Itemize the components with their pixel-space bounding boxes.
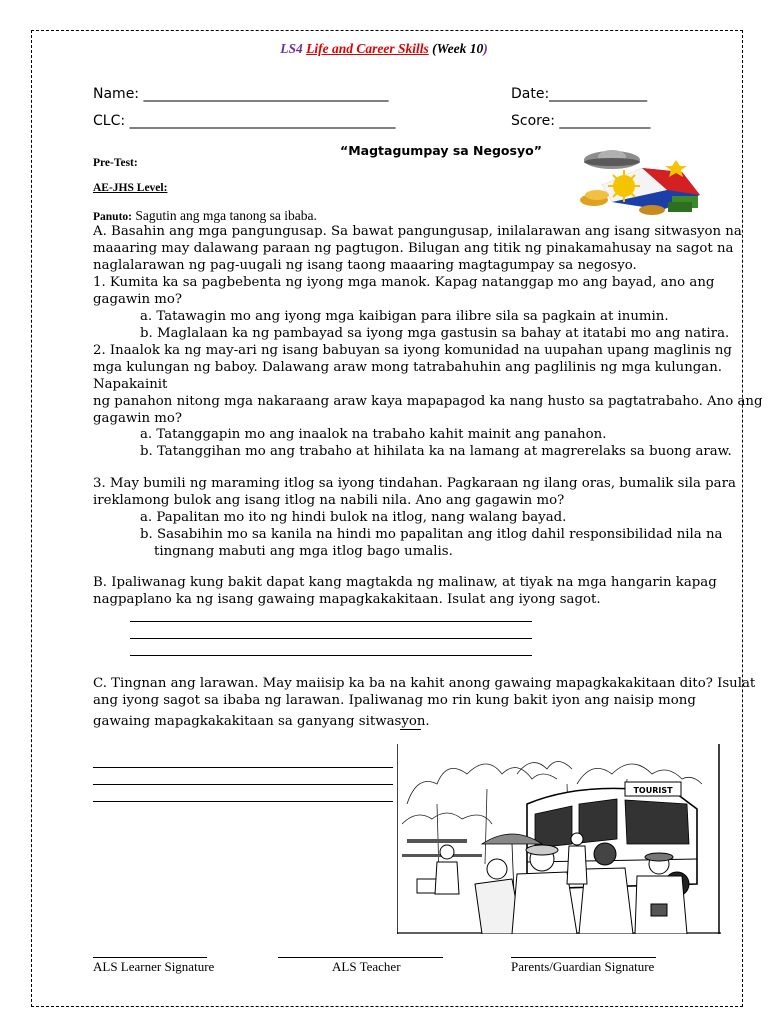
section-c-line: C. Tingnan ang larawan. May maiisip ka ba na kahit anong gawaing mapagkakakitaan dito? Isulat — [93, 676, 756, 691]
panuto-label: Panuto: — [93, 211, 132, 223]
q3-option-b-cont: tingnang mabuti ang mga itlog bago umalis. — [154, 543, 453, 559]
answer-line-c3[interactable] — [93, 801, 393, 802]
question-3 — [93, 476, 736, 510]
question-2-line: ng panahon nitong mga nakaraang araw kaya mapapagod ka nang husto sa pagtatrabaho. Ano ang — [93, 393, 763, 409]
section-a — [93, 224, 742, 309]
answer-line-b1[interactable] — [130, 621, 532, 622]
q3-option-a[interactable]: a. Papalitan mo ito ng hindi bulok na itlog, nang walang bayad. — [140, 510, 567, 525]
section-a-line: naglalarawan ng pag-uugali ng isang taong maaaring magtagumpay sa negosyo. — [93, 257, 637, 273]
q2-options — [140, 427, 732, 461]
question-1: gagawin mo? — [93, 291, 183, 307]
name-field[interactable]: Name: ___________________________________ — [93, 86, 389, 102]
learner-signature-line[interactable] — [93, 957, 207, 958]
section-b — [93, 575, 717, 609]
question-3-line: ireklamong bulok ang isang itlog na nabili nila. Ano ang gagawin mo? — [93, 492, 565, 508]
q1-option-a[interactable]: a. Tatawagin mo ang iyong mga kaibigan para ilibre sila sa pagkain at inumin. — [140, 309, 669, 324]
panuto-text: Sagutin ang mga tanong sa ibaba. — [131, 208, 317, 223]
pretest-label: Pre-Test: — [93, 157, 138, 169]
section-b-line: nagpaplano ka ng isang gawaing mapagkakakitaan. Isulat ang iyong sagot. — [93, 591, 601, 607]
parent-signature-line[interactable] — [511, 957, 656, 958]
q1-options — [140, 309, 729, 343]
clc-field[interactable]: CLC: ______________________________________ — [93, 113, 396, 129]
question-2 — [93, 343, 762, 428]
worksheet-header — [0, 41, 768, 57]
parent-signature-label: Parents/Guardian Signature — [511, 959, 655, 974]
question-2-line: gagawin mo? — [93, 410, 183, 426]
answer-line-b3[interactable] — [130, 655, 532, 656]
week-close: ) — [483, 41, 488, 56]
learner-signature-label: ALS Learner Signature — [93, 959, 215, 974]
filipino-hat-flag-coins-icon — [572, 140, 708, 220]
section-c-line: ang iyong sagot sa ibaba ng larawan. Ipaliwanag mo rin kung bakit iyon ang naisip mong — [93, 692, 696, 708]
section-b-line: B. Ipaliwanag kung bakit dapat kang magtakda ng malinaw, at tiyak na mga hangarin kapag — [93, 575, 717, 590]
answer-line-c2[interactable] — [93, 784, 393, 785]
teacher-signature-label: ALS Teacher — [332, 959, 401, 974]
section-c-last-text: gawaing mapagkakakitaan sa ganyang sitwasyon. — [93, 714, 430, 729]
section-c — [93, 676, 755, 710]
q1-option-b[interactable]: b. Maglalaan ka ng pambayad sa iyong mga gastusin sa bahay at itatabi mo ang natira. — [140, 325, 730, 341]
answer-line-c1[interactable] — [93, 767, 393, 768]
question-1: 1. Kumita ka sa pagbebenta ng iyong mga manok. Kapag natanggap mo ang bayad, ano ang — [93, 274, 715, 290]
section-c-last — [93, 714, 430, 731]
date-field[interactable]: Date:______________ — [511, 86, 648, 102]
short-blank[interactable] — [400, 729, 421, 730]
subject-title: Life and Career Skills — [306, 41, 429, 56]
question-2-line: Napakainit — [93, 376, 168, 392]
week-label: (Week 10 — [432, 41, 484, 56]
q2-option-b[interactable]: b. Tatanggihan mo ang trabaho at hihilata ka na lamang at magrerelaks sa buong araw. — [140, 443, 732, 459]
question-2-line: 2. Inaalok ka ng may-ari ng isang babuyan sa iyong komunidad na uupahan upang maglinis ng — [93, 343, 732, 358]
bus-sign: TOURIST — [633, 786, 673, 795]
section-a-line: maaaring may dalawang paraan ng pagtugon. Bilugan ang titik ng pinakamahusay na sagot na — [93, 240, 734, 256]
q3-options — [140, 510, 722, 561]
score-field[interactable]: Score: _____________ — [511, 113, 651, 129]
instructions — [93, 208, 317, 224]
answer-line-b2[interactable] — [130, 638, 532, 639]
tourist-bus-scene-icon — [397, 744, 721, 934]
question-3-line: 3. May bumili ng maraming itlog sa iyong tindahan. Pagkaraan ng ilang oras, bumalik sila para — [93, 476, 736, 491]
question-2-line: mga kulungan ng baboy. Dalawang araw mong tatrabahuhin ang paglilinis ng mga kulungan. — [93, 359, 723, 375]
q3-option-b[interactable]: b. Sasabihin mo sa kanila na hindi mo papalitan ang itlog dahil responsibilidad nila na — [140, 526, 723, 542]
ls4-label: LS4 — [280, 41, 303, 56]
section-a-line: A. Basahin ang mga pangungusap. Sa bawat pangungusap, inilalarawan ang isang sitwasyon na — [93, 224, 742, 239]
teacher-signature-line[interactable] — [278, 957, 443, 958]
q2-option-a[interactable]: a. Tatanggapin mo ang inaalok na trabaho kahit mainit ang panahon. — [140, 427, 607, 442]
worksheet-title: “Magtagumpay sa Negosyo” — [340, 143, 542, 158]
level-label: AE-JHS Level: — [93, 182, 168, 194]
